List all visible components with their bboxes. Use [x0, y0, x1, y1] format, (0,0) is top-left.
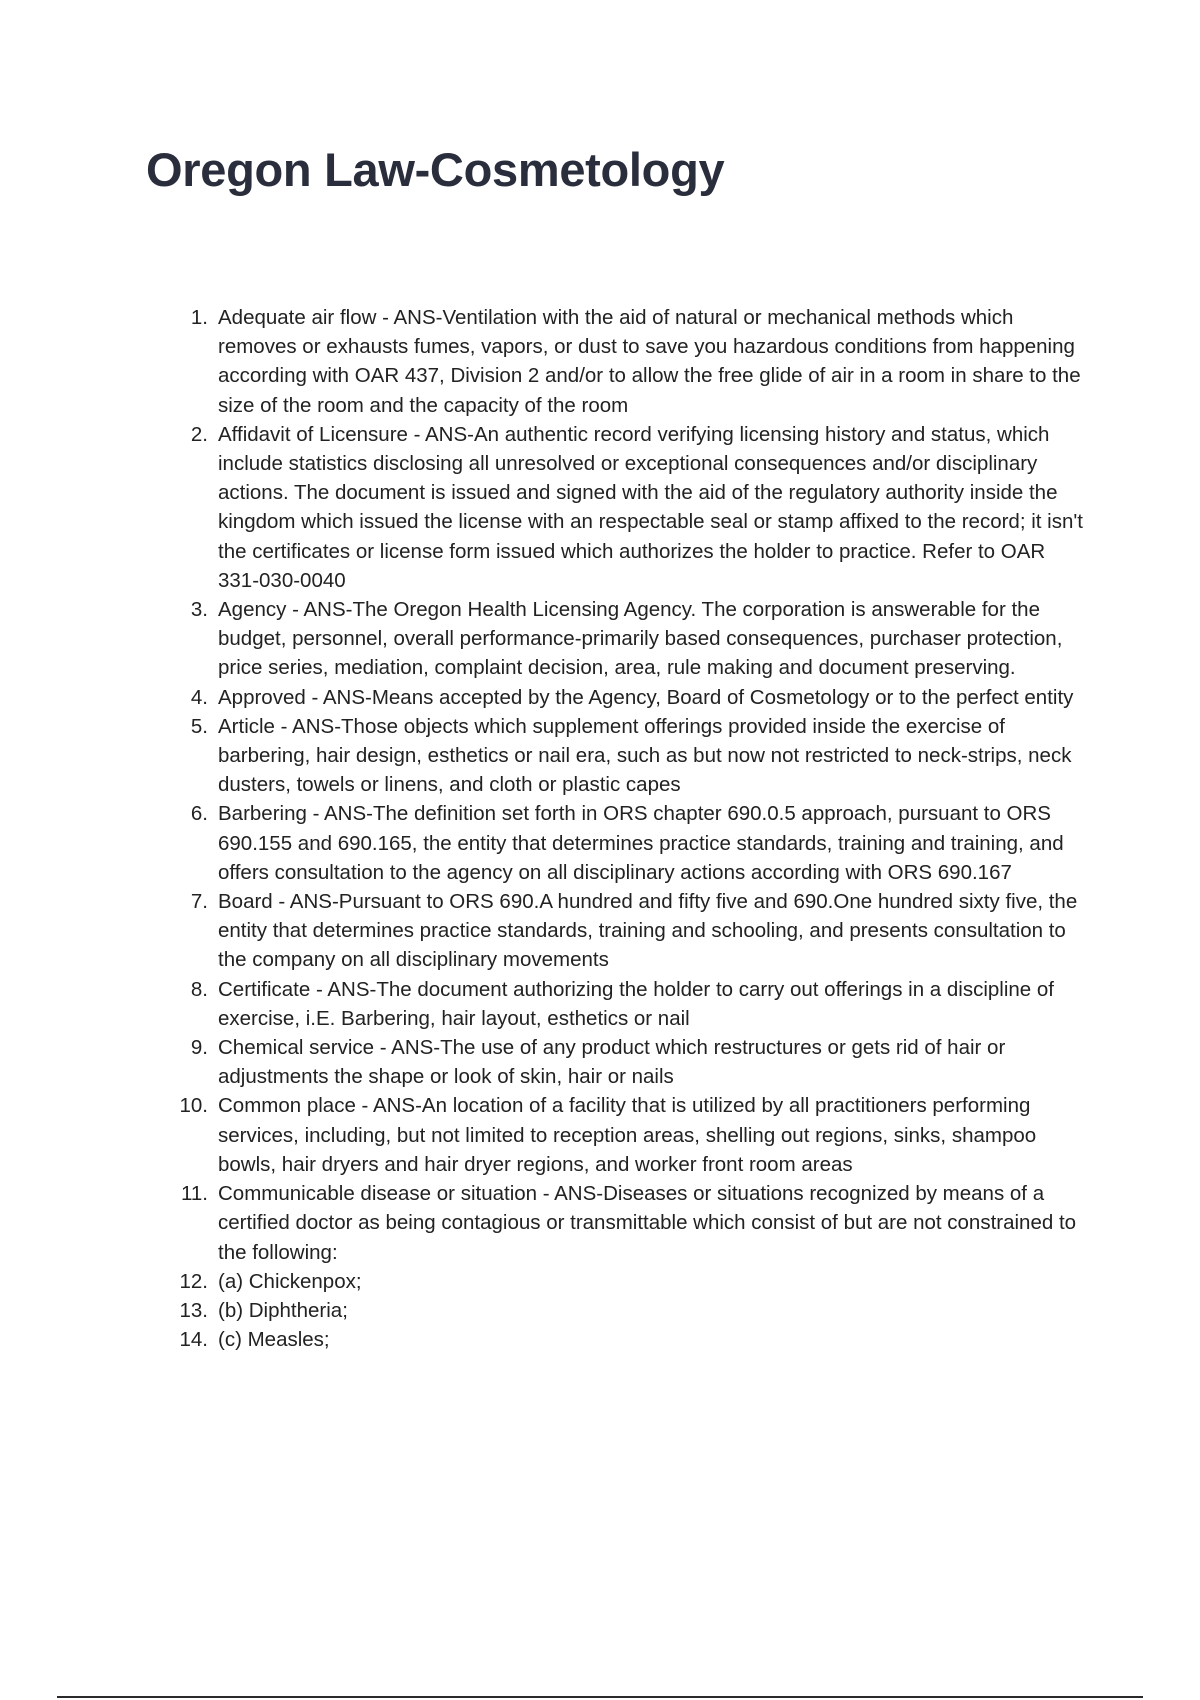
list-item-text: Barbering - ANS-The definition set forth in ORS chapter 690.0.5 approach, pursuant to ORS 690.155 and 690.165, the entity that determines practice standards, training and training, and offers consultation to the agency on all disciplinary actions according with ORS 690.167 — [218, 802, 1064, 884]
page-title: Oregon Law-Cosmetology — [146, 143, 725, 196]
list-item-number: 11. — [181, 1182, 208, 1206]
list-item-number: 2. — [190, 422, 208, 446]
list-item-text: Agency - ANS-The Oregon Health Licensing Agency. The corporation is answerable for the budget, personnel, overall performance-primarily based consequences, purchaser protection, price series, mediation, complaint decision, area, rule making and document preserving. — [218, 598, 1063, 680]
list-item-number: 6. — [190, 802, 208, 826]
list-item-number: 7. — [190, 890, 208, 914]
list-item — [0, 683, 1088, 712]
list-item-number: 4. — [190, 685, 208, 709]
list-item-number: 13. — [179, 1298, 208, 1322]
list-item-text: Adequate air flow - ANS-Ventilation with the aid of natural or mechanical methods which removes or exhausts fumes, vapors, or dust to save you hazardous conditions from happening according with OAR 437, Division 2 and/or to allow the free glide of air in a room in share to the size of the room and the capacity of the room — [218, 306, 1081, 417]
list-item-number: 12. — [179, 1269, 208, 1293]
list-item — [0, 303, 1088, 420]
list-item-text: Approved - ANS-Means accepted by the Agency, Board of Cosmetology or to the perfect entity — [218, 685, 1074, 709]
list-item — [0, 1325, 1088, 1354]
list-item-text: Common place - ANS-An location of a facility that is utilized by all practitioners performing services, including, but not limited to reception areas, shelling out regions, sinks, shampoo bowls, hair dryers and hair dryer regions, and worker front room areas — [218, 1094, 1037, 1176]
list-item — [0, 1179, 1088, 1267]
list-item-number: 3. — [190, 598, 208, 622]
list-item — [0, 712, 1088, 800]
list-item — [0, 975, 1088, 1033]
list-item-number: 8. — [190, 977, 208, 1001]
list-item-number: 14. — [179, 1328, 208, 1352]
page-bottom-divider — [57, 1696, 1143, 1698]
list-item-text: Board - ANS-Pursuant to ORS 690.A hundred and fifty five and 690.One hundred sixty five, the entity that determines practice standards, training and schooling, and presents consultation to the company on all disciplinary movements — [218, 890, 1078, 972]
list-item-text: Certificate - ANS-The document authorizing the holder to carry out offerings in a discipline of exercise, i.E. Barbering, hair layout, esthetics or nail — [218, 977, 1054, 1030]
list-item-number: 5. — [190, 714, 208, 738]
list-item-text: (c) Measles; — [218, 1328, 330, 1352]
list-item-text: Chemical service - ANS-The use of any product which restructures or gets rid of hair or adjustments the shape or look of skin, hair or nails — [218, 1036, 1006, 1089]
list-item — [0, 1267, 1088, 1296]
list-item — [0, 1033, 1088, 1091]
list-item-number: 10. — [179, 1094, 208, 1118]
list-item — [0, 887, 1088, 975]
list-item-number: 1. — [190, 306, 208, 329]
definition-list — [0, 303, 1200, 1354]
list-item-number: 9. — [190, 1036, 208, 1060]
list-item — [0, 595, 1088, 683]
list-item — [0, 1091, 1088, 1179]
list-item-text: Affidavit of Licensure - ANS-An authentic record verifying licensing history and status, which include statistics disclosing all unresolved or exceptional consequences and/or disciplinary actions. The document is issued and signed with the aid of the regulatory authority inside the kingdom which issued the license with an respectable seal or stamp affixed to the record; it isn't the certificates or license form issued which authorizes the holder to practice. Refer to OAR 331-030-0040 — [218, 422, 1083, 592]
list-item-text: (b) Diphtheria; — [218, 1298, 348, 1322]
list-item-text: Communicable disease or situation - ANS-Diseases or situations recognized by means of a certified doctor as being contagious or transmittable which consist of but are not constrained to the following: — [218, 1182, 1077, 1264]
list-item-text: Article - ANS-Those objects which supplement offerings provided inside the exercise of barbering, hair design, esthetics or nail era, such as but now not restricted to neck-strips, neck dusters, towels or linens, and cloth or plastic capes — [218, 714, 1072, 797]
list-item — [0, 799, 1088, 887]
list-item — [0, 1296, 1088, 1325]
list-item-text: (a) Chickenpox; — [218, 1269, 362, 1293]
list-item — [0, 420, 1088, 595]
